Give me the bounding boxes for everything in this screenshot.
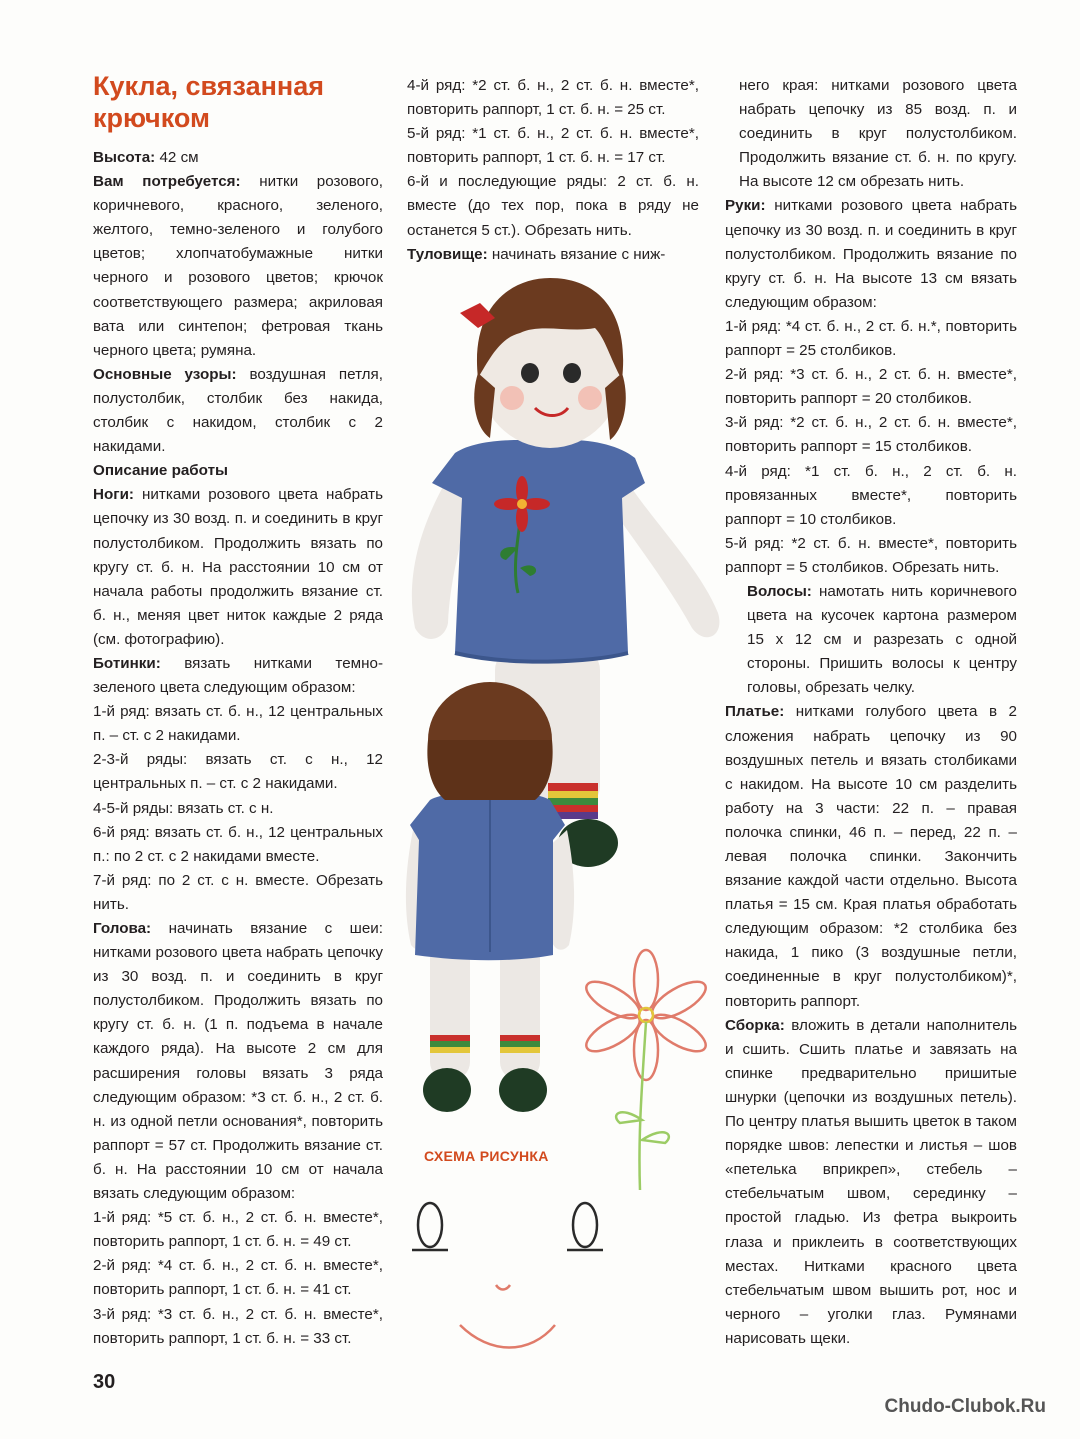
paragraph: 3-й ряд: *2 ст. б. н., 2 ст. б. н. вместе*, повторить раппорт = 15 столбиков. [725,414,1017,456]
column-2 [407,74,699,267]
face-scheme-drawing [400,1185,630,1355]
paragraph: 7-й ряд: по 2 ст. с н. вместе. Обрезать нить. [93,871,383,913]
paragraph: 1-й ряд: *4 ст. б. н., 2 ст. б. н.*, повторить раппорт = 25 столбиков. [725,317,1017,360]
paragraph: 5-й ряд: *1 ст. б. н., 2 ст. б. н. вместе*, повторить раппорт, 1 ст. б. н. = 17 ст. [407,125,699,167]
paragraph: 2-й ряд: *4 ст. б. н., 2 ст. б. н. вместе*, повторить раппорт, 1 ст. б. н. = 41 ст. [93,1257,383,1299]
paragraph: 2-й ряд: *3 ст. б. н., 2 ст. б. н. вместе*, повторить раппорт = 20 столбиков. [725,366,1017,408]
flower-scheme-drawing [580,945,720,1195]
paragraph: Волосы: намотать нить коричневого цвета на кусочек картона размером 15 x 12 см и разрезать с одной стороны. Пришить волосы к центру головы, обрезать челку. [747,582,1017,697]
column-1 [93,146,383,1351]
paragraph: 4-й ряд: *1 ст. б. н., 2 ст. б. н. провязанных вместе*, повторить раппорт = 10 столбиков. [725,462,1017,528]
paragraph: 3-й ряд: *3 ст. б. н., 2 ст. б. н. вместе*, повторить раппорт, 1 ст. б. н. = 33 ст. [93,1305,383,1347]
paragraph: 6-й ряд: вязать ст. б. н., 12 центральных п.: по 2 ст. с 2 накидами вместе. [93,823,383,865]
paragraph: 4-5-й ряды: вязать ст. с н. [93,799,274,817]
paragraph: Основные узоры: воздушная петля, полустолбик, столбик без накида, столбик с накидом, столбик с 2 накидами. [93,365,383,456]
paragraph: 1-й ряд: вязать ст. б. н., 12 центральных п. – ст. с 2 накидами. [93,703,383,745]
paragraph: 5-й ряд: *2 ст. б. н. вместе*, повторить раппорт = 5 столбиков. Обрезать нить. [725,534,1017,576]
paragraph: Вам потребуется: нитки розового, коричневого, красного, зеленого, желтого, темно-зеленого и голубого цветов; хлопчатобумажные нитки черного и розового цветов; крючок соответствующего размера; акриловая вата или синтепон; фетровая ткань черного цвета; румяна. [93,173,383,359]
column-3 [725,74,1017,1351]
paragraph: 1-й ряд: *5 ст. б. н., 2 ст. б. н. вместе*, повторить раппорт, 1 ст. б. н. = 49 ст. [93,1209,383,1251]
paragraph: Сборка: вложить в детали наполнитель и сшить. Сшить платье и завязать на спинке предварительно пришитые шнурки (цепочки из воздушных петель). По центру платья вышить цветок в таком порядке швов: лепестки и листья – шов «петелька вприкреп», стебель – стебельчатым швом, серединку – простой гладью. Из фетра выкроить глаза и приклеить в соответствующих местах. Нитками красного цвета стебельчатым швом вышить рот, нос и черного – уголки глаз. Румянами нарисовать щеки. [725,1016,1017,1347]
paragraph: 2-3-й ряды: вязать ст. с н., 12 центральных п. – ст. с 2 накидами. [93,751,383,793]
paragraph: него края: нитками розового цвета набрать цепочку из 85 возд. п. и соединить в круг полустолбиком. Продолжить вязание ст. б. н. по кругу. На высоте 12 см обрезать нить. [739,77,1017,191]
paragraph: Голова: начинать вязание с шеи: нитками розового цвета набрать цепочку из 30 возд. п. и соединить в круг полустолбиком. Продолжить вязать по кругу ст. б. н. (1 п. подъема в начале каждого ряда). На высоте 2 см для расширения головы вязать 3 ряда следующим образом: *3 ст. б. н., 2 ст. б. н. из одной петли основания*, повторить раппорт = 57 ст. Продолжить вязание ст. б. н. На расстоянии 10 см от начала вязать следующим образом: [93,920,383,1203]
paragraph: 6-й и последующие ряды: 2 ст. б. н. вместе (до тех пор, пока в ряду не останется 5 ст.). Обрезать нить. [407,173,699,239]
paragraph: 4-й ряд: *2 ст. б. н., 2 ст. б. н. вместе*, повторить раппорт, 1 ст. б. н. = 25 ст. [407,77,699,119]
section-heading: Описание работы [93,462,228,480]
schema-label: СХЕМА РИСУНКА [424,1148,549,1164]
paragraph: Высота: 42 см [93,149,199,166]
doll-back-photo [405,680,575,1120]
paragraph: Руки: нитками розового цвета набрать цепочку из 30 возд. п. и соединить в круг полустолбиком. Продолжить вязание по кругу ст. б. н. На высоте 13 см вязать следующим образом: [725,197,1017,311]
site-watermark[interactable]: Chudo-Clubok.Ru [884,1396,1046,1417]
article-title: Кукла, связанная крючком [93,71,324,133]
page-number: 30 [93,1371,116,1393]
paragraph: Ноги: нитками розового цвета набрать цепочку из 30 возд. п. и соединить в круг полустолбиком. Продолжить вязать по кругу ст. б. н. На расстоянии 10 см от начала работы продолжить вязание ст. б. н., меняя цвет ниток каждые 2 ряда (см. фотографию). [93,486,383,648]
paragraph: Платье: нитками голубого цвета в 2 сложения набрать цепочку из 90 воздушных петель и вязать столбиками с накидом. На высоте 10 см разделить работу на 3 части: 22 п. – правая полочка спинки, 46 п. – перед, 22 п. – левая полочка спинки. Закончить вязание каждой части отдельно. Высота платья = 15 см. Края платья обработать следующим образом: *2 столбика без накида, 1 пико (3 воздушные петли, соединенные в круг полустолбиком)*, повторить раппорт. [725,703,1017,1010]
paragraph: Ботинки: вязать нитками темно-зеленого цвета следующим образом: [93,654,383,697]
paragraph: Туловище: начинать вязание с ниж- [407,245,666,263]
